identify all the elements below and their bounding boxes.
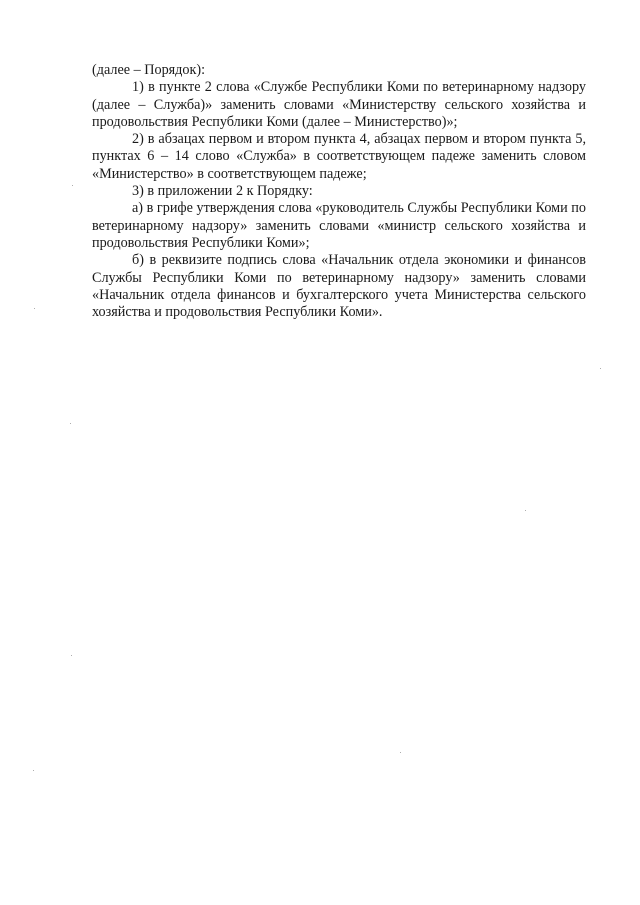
paragraph-item-1: 1) в пункте 2 слова «Службе Республики Коми по ветеринарному надзору (далее – Служба)» заменить словами «Министерству сельского хозяйства и продовольствия Республики Коми (далее – Министерство)»; [92, 79, 586, 130]
scan-speck [72, 185, 73, 186]
scan-speck [600, 368, 601, 369]
scan-speck [70, 423, 71, 424]
scan-speck [400, 752, 401, 753]
scan-speck [71, 655, 72, 656]
paragraph-item-3: 3) в приложении 2 к Порядку: [132, 183, 313, 200]
scan-speck [33, 770, 34, 771]
paragraph-item-3b: б) в реквизите подпись слова «Начальник отдела экономики и финансов Службы Республики Коми по ветеринарному надзору» заменить словами «Начальник отдела финансов и бухгалтерского учета Министерства сельского хозяйства и продовольствия Республики Коми». [92, 252, 586, 321]
paragraph-continuation: (далее – Порядок): [92, 62, 206, 78]
scan-speck [34, 308, 35, 309]
document-body [92, 62, 586, 321]
paragraph-item-3a: а) в грифе утверждения слова «руководитель Службы Республики Коми по ветеринарному надзору» заменить словами «министр сельского хозяйства и продовольствия Республики Коми»; [92, 200, 586, 251]
scan-speck [525, 510, 526, 511]
paragraph-item-2: 2) в абзацах первом и втором пункта 4, абзацах первом и втором пункта 5, пунктах 6 – 14 слово «Служба» в соответствующем падеже заменить словом «Министерство» в соответствующем падеже; [92, 131, 586, 182]
